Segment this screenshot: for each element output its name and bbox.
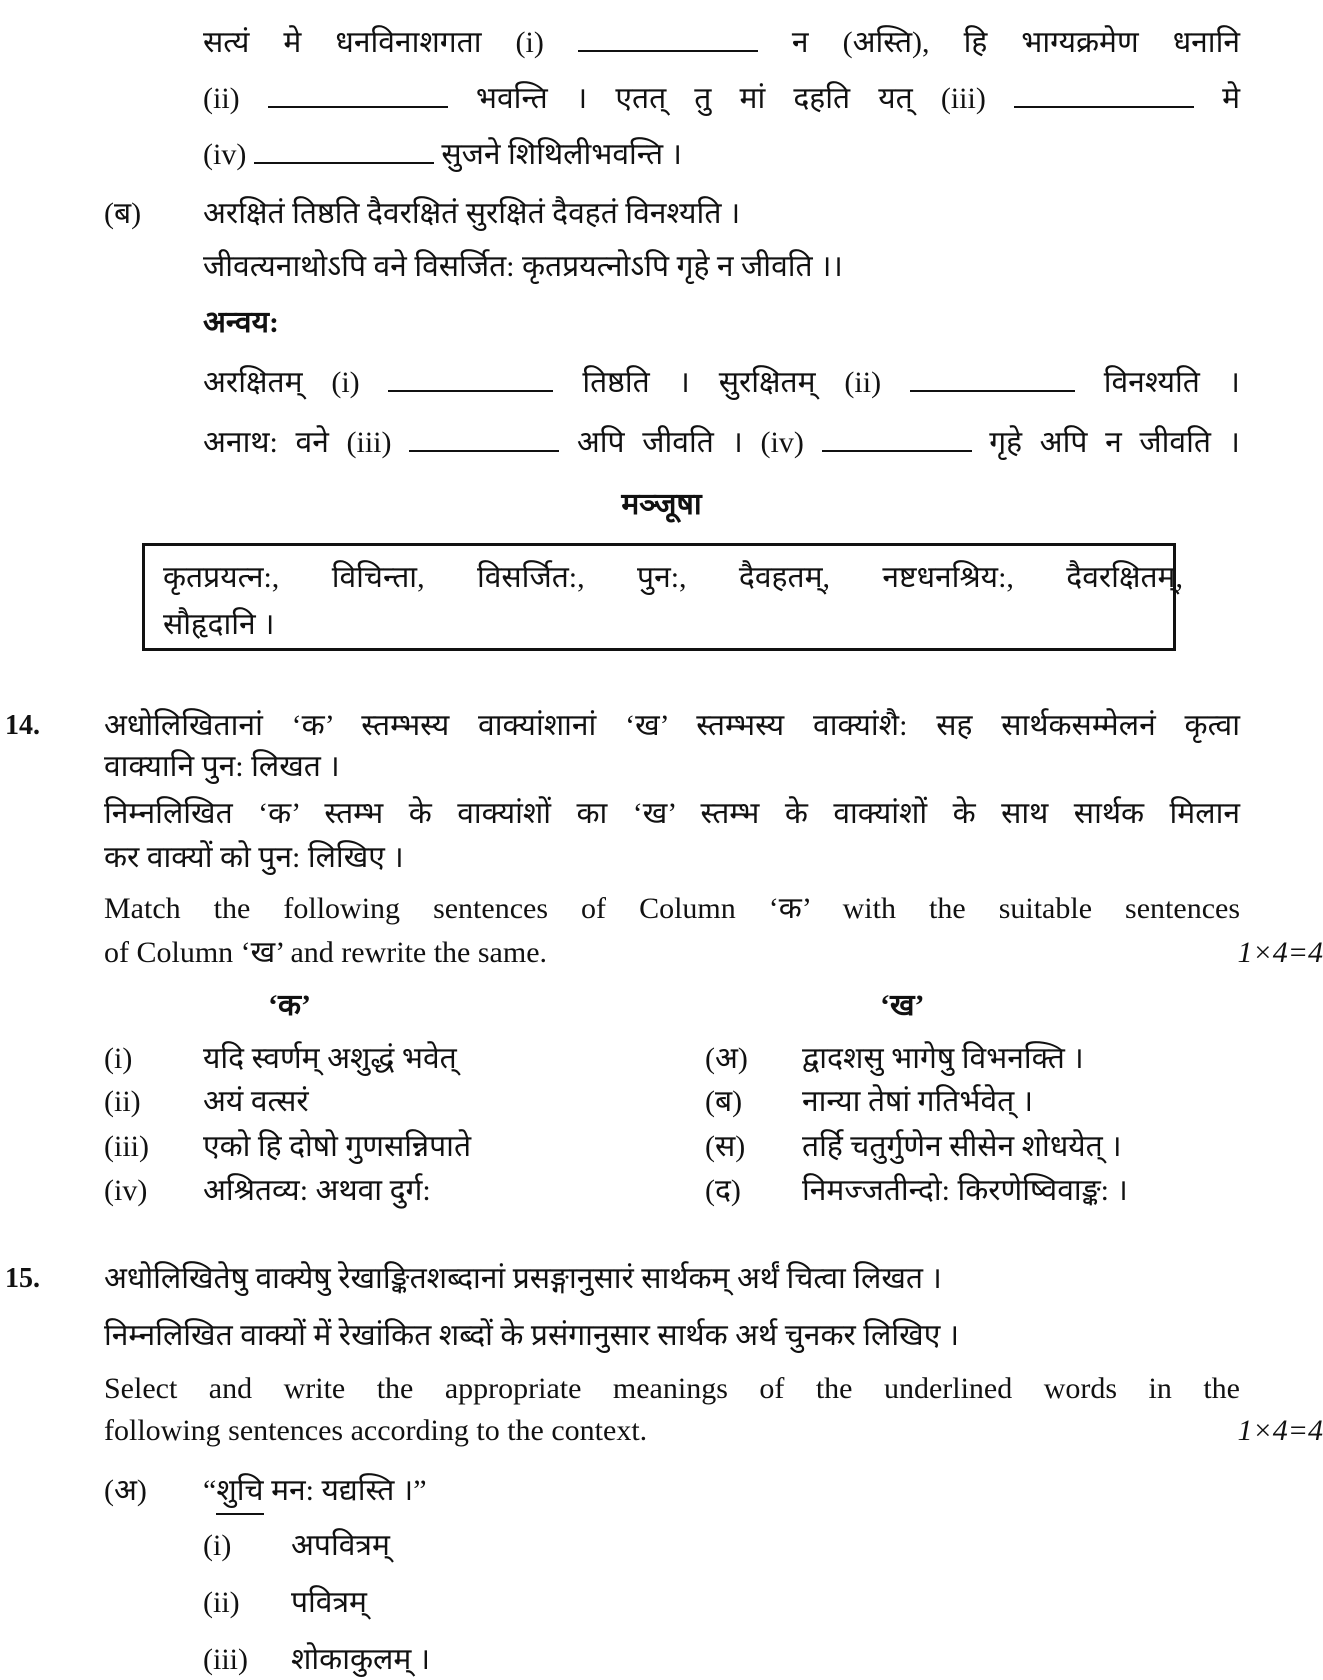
q14-sanskrit-line-1: अधोलिखितानां ‘क’ स्तम्भस्य वाक्यांशानां ‘ख’ स्तम्भस्य वाक्यांशै: सह सार्थकसम्मेलनं कृत्वा: [104, 706, 1240, 746]
marks: 1×4=4: [1238, 1411, 1323, 1451]
text: अरक्षितम् (i): [203, 366, 360, 399]
text: अनाथ: वने (iii): [203, 426, 392, 459]
row-text: अयं वत्सरं: [203, 1082, 309, 1122]
row-label: (स): [705, 1127, 745, 1167]
column-kha-title: ‘ख’: [880, 986, 925, 1026]
option-text: अपवित्रम्: [291, 1526, 390, 1566]
text: तिष्ठति । सुरक्षितम् (ii): [582, 366, 881, 399]
q15-sanskrit: अधोलिखितेषु वाक्येषु रेखाङ्कितशब्दानां प्रसङ्गानुसारं सार्थकम् अर्थं चित्वा लिखत ।: [104, 1259, 942, 1299]
anvaya-title: अन्वय:: [203, 303, 279, 343]
row-label: (द): [705, 1171, 741, 1211]
row-label: (i): [104, 1039, 132, 1079]
row-label: (ii): [104, 1082, 141, 1122]
question-number: 15.: [5, 1259, 40, 1299]
manjusha-title: [0, 485, 1323, 525]
q14-english-line-1: Match the following sentences of Column ‘क’ with the suitable sentences: [104, 889, 1240, 929]
option-text: शोकाकुलम् ।: [291, 1640, 430, 1680]
row-text: एको हि दोषो गुणसन्निपाते: [203, 1127, 471, 1167]
text: (iv): [203, 138, 246, 171]
option-label: (ii): [203, 1583, 240, 1623]
question-number: 14.: [5, 706, 40, 746]
verse-line-2: जीवत्यनाथोऽपि वने विसर्जित: कृतप्रयत्नोऽपि गृहे न जीवति ।।: [203, 247, 843, 287]
passage-line-3: [203, 135, 682, 175]
row-label: (अ): [705, 1039, 748, 1079]
blank-iii: [1014, 80, 1194, 108]
underlined-word: शुचि: [216, 1474, 263, 1515]
row-text: तर्हि चतुर्गुणेन सीसेन शोधयेत् ।: [802, 1127, 1122, 1167]
q14-hindi-line-1: निम्नलिखित ‘क’ स्तम्भ के वाक्यांशों का ‘ख’ स्तम्भ के वाक्यांशों के साथ सार्थक मिलान: [104, 794, 1240, 834]
blank-iv: [254, 136, 434, 164]
text: अपि जीवति । (iv): [577, 426, 804, 459]
passage-line-2: [203, 79, 1240, 119]
row-text: निमज्जतीन्दो: किरणेष्विवाङ्क: ।: [802, 1171, 1128, 1211]
verse-line-1: अरक्षितं तिष्ठति दैवरक्षितं सुरक्षितं दैवहतं विनश्यति ।: [203, 194, 740, 234]
word-box-line-1: कृतप्रयत्न:, विचिन्ता, विसर्जित:, पुन:, दैवहतम्, नष्टधनश्रिय:, दैवरक्षितम्,: [163, 558, 1183, 598]
sub-question-label: (अ): [104, 1471, 147, 1511]
text: (ii): [203, 82, 240, 115]
row-text: द्वादशसु भागेषु विभनक्ति ।: [802, 1039, 1084, 1079]
passage-line-1: [203, 23, 1240, 63]
text: भवन्ति । एतत् तु मां दहति यत् (iii): [476, 82, 986, 115]
sentence-rest: मन: यद्यस्ति ।”: [264, 1474, 427, 1507]
q14-hindi-line-2: कर वाक्यों को पुन: लिखिए ।: [104, 838, 404, 878]
text: सुजने शिथिलीभवन्ति ।: [441, 138, 682, 171]
q14-english-line-2: of Column ‘ख’ and rewrite the same.: [104, 933, 547, 973]
option-label: (i): [203, 1526, 231, 1566]
blank-i: [388, 364, 553, 392]
text: न (अस्ति), हि भाग्यक्रमेण धनानि: [792, 26, 1240, 59]
q14-sanskrit-line-2: वाक्यानि पुन: लिखत ।: [104, 747, 340, 787]
option-label: (iii): [203, 1640, 248, 1680]
row-text: यदि स्वर्णम् अशुद्धं भवेत्: [203, 1039, 457, 1079]
anvaya-line-1: [203, 363, 1240, 403]
text: विनश्यति ।: [1104, 366, 1240, 399]
blank-ii: [910, 364, 1075, 392]
row-label: (iii): [104, 1127, 149, 1167]
text: सत्यं मे धनविनाशगता (i): [203, 26, 544, 59]
sub-question-sentence: [203, 1471, 427, 1511]
row-label: (ब): [705, 1082, 742, 1122]
row-text: नान्या तेषां गतिर्भवेत् ।: [802, 1082, 1033, 1122]
marks: 1×4=4: [1238, 933, 1323, 973]
blank-i: [578, 24, 758, 52]
row-label: (iv): [104, 1171, 147, 1211]
part-b-label: (ब): [104, 194, 141, 234]
text: मे: [1222, 82, 1240, 115]
blank-ii: [268, 80, 448, 108]
blank-iii: [409, 424, 559, 452]
anvaya-line-2: [203, 423, 1240, 463]
quote-mark: “: [203, 1474, 216, 1507]
text: गृहे अपि न जीवति ।: [989, 426, 1240, 459]
option-text: पवित्रम्: [291, 1583, 367, 1623]
q15-english-line-1: Select and write the appropriate meanings of the underlined words in the: [104, 1369, 1240, 1409]
word-box-line-2: सौहृदानि ।: [163, 605, 275, 645]
q15-hindi: निम्नलिखित वाक्यों में रेखांकित शब्दों के प्रसंगानुसार सार्थक अर्थ चुनकर लिखिए ।: [104, 1316, 959, 1356]
q15-english-line-2: following sentences according to the context.: [104, 1411, 647, 1451]
blank-iv: [822, 424, 972, 452]
manjusha-title-text: मञ्जूषा: [621, 488, 701, 521]
column-ka-title: ‘क’: [268, 986, 311, 1026]
row-text: अश्रितव्य: अथवा दुर्ग:: [203, 1171, 431, 1211]
